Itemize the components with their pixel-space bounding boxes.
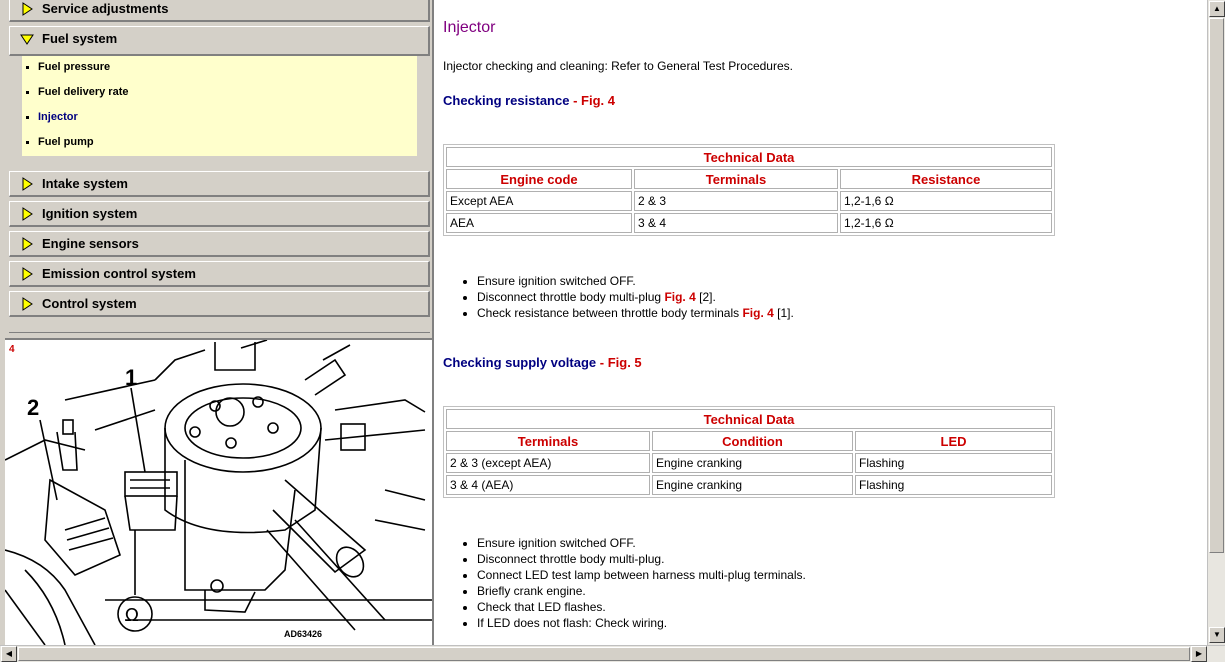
figure-link[interactable]: Fig. 5 bbox=[607, 355, 642, 370]
heading-dash: - bbox=[569, 93, 582, 108]
table-cell: 1,2-1,6 Ω bbox=[840, 213, 1052, 233]
menu-label: Service adjustments bbox=[42, 1, 169, 16]
table-cell: 3 & 4 bbox=[634, 213, 838, 233]
submenu-label: Fuel delivery rate bbox=[38, 86, 129, 98]
list-item: • If LED does not flash: Check wiring. bbox=[477, 615, 806, 631]
figure-number: 4 bbox=[9, 344, 15, 355]
technical-data-table-supply-voltage bbox=[443, 406, 1055, 498]
menu-emission-control-system[interactable] bbox=[9, 261, 430, 287]
table-cell: Flashing bbox=[855, 475, 1052, 495]
figure-link[interactable]: Fig. 4 bbox=[742, 306, 774, 320]
column-header: LED bbox=[855, 431, 1052, 451]
throttle-body-diagram bbox=[5, 340, 432, 645]
callout-1: 1 bbox=[125, 365, 138, 390]
vertical-scrollbar[interactable] bbox=[1207, 0, 1225, 645]
menu-label: Emission control system bbox=[42, 266, 196, 281]
bullet-icon bbox=[26, 141, 29, 144]
ohmmeter-icon: Ω bbox=[125, 605, 139, 626]
steps-list-supply-voltage bbox=[461, 535, 806, 631]
menu-ignition-system[interactable] bbox=[9, 201, 430, 227]
list-item: • Ensure ignition switched OFF. bbox=[477, 535, 806, 551]
arrow-right-icon bbox=[20, 2, 34, 16]
table-cell: 2 & 3 (except AEA) bbox=[446, 453, 650, 473]
table-row bbox=[446, 191, 1052, 211]
bullet-icon bbox=[26, 91, 29, 94]
pane-divider[interactable] bbox=[9, 320, 430, 333]
menu-label: Intake system bbox=[42, 176, 128, 191]
table-row bbox=[446, 213, 1052, 233]
list-item bbox=[477, 305, 794, 321]
section-heading-resistance bbox=[443, 93, 615, 108]
left-pane bbox=[0, 0, 432, 661]
figure-link[interactable]: Fig. 4 bbox=[581, 93, 615, 108]
column-header: Terminals bbox=[634, 169, 838, 189]
column-header: Condition bbox=[652, 431, 853, 451]
table-cell: Engine cranking bbox=[652, 453, 853, 473]
submenu-label: Fuel pump bbox=[38, 136, 94, 148]
heading-text: Checking supply voltage bbox=[443, 355, 597, 370]
column-header: Terminals bbox=[446, 431, 650, 451]
step-text: Disconnect throttle body multi-plug bbox=[477, 290, 665, 304]
menu-label: Ignition system bbox=[42, 206, 138, 221]
vertical-scroll-thumb[interactable] bbox=[1209, 18, 1224, 553]
step-text: Ensure ignition switched OFF. bbox=[477, 274, 636, 288]
table-cell: 3 & 4 (AEA) bbox=[446, 475, 650, 495]
list-item bbox=[477, 289, 794, 305]
table-row bbox=[446, 453, 1052, 473]
list-item: • Connect LED test lamp between harness multi-plug terminals. bbox=[477, 567, 806, 583]
menu-fuel-system[interactable] bbox=[9, 26, 430, 56]
scroll-up-icon[interactable]: ▲ bbox=[1209, 1, 1225, 17]
bullet-icon bbox=[26, 116, 29, 119]
table-cell: AEA bbox=[446, 213, 632, 233]
arrow-right-icon bbox=[20, 297, 34, 311]
menu-intake-system[interactable] bbox=[9, 171, 430, 197]
menu-label: Control system bbox=[42, 296, 137, 311]
arrow-right-icon bbox=[20, 207, 34, 221]
steps-list-resistance bbox=[461, 273, 794, 321]
list-item: • Disconnect throttle body multi-plug. bbox=[477, 551, 806, 567]
bullet-icon bbox=[26, 66, 29, 69]
scroll-right-icon[interactable]: ▶ bbox=[1191, 646, 1207, 662]
table-cell: Flashing bbox=[855, 453, 1052, 473]
list-item: • Briefly crank engine. bbox=[477, 583, 806, 599]
menu-label: Fuel system bbox=[42, 31, 118, 46]
arrow-down-icon bbox=[20, 32, 34, 46]
arrow-right-icon bbox=[20, 267, 34, 281]
submenu-label: Fuel pressure bbox=[38, 61, 111, 73]
content-pane bbox=[434, 0, 1207, 645]
callout-2: 2 bbox=[27, 395, 40, 420]
scroll-down-icon[interactable]: ▼ bbox=[1209, 627, 1225, 643]
step-text: [2]. bbox=[695, 290, 716, 304]
page-title: Injector bbox=[443, 19, 496, 36]
table-cell: 2 & 3 bbox=[634, 191, 838, 211]
horizontal-scroll-thumb[interactable] bbox=[18, 647, 1190, 661]
menu-service-adjustments[interactable] bbox=[9, 0, 430, 22]
fuel-submenu bbox=[22, 56, 417, 156]
step-text: [1]. bbox=[773, 306, 794, 320]
column-header: Resistance bbox=[840, 169, 1052, 189]
menu-control-system[interactable] bbox=[9, 291, 430, 317]
figure-4-throttle-body bbox=[5, 338, 432, 645]
heading-text: Checking resistance bbox=[443, 93, 570, 108]
list-item bbox=[477, 273, 794, 289]
step-text: Check resistance between throttle body terminals bbox=[477, 306, 743, 320]
table-caption: Technical Data bbox=[446, 147, 1052, 167]
arrow-right-icon bbox=[20, 237, 34, 251]
scroll-left-icon[interactable]: ◀ bbox=[1, 646, 17, 662]
table-cell: Except AEA bbox=[446, 191, 632, 211]
arrow-right-icon bbox=[20, 177, 34, 191]
figure-code: AD63426 bbox=[284, 629, 323, 639]
table-caption: Technical Data bbox=[446, 409, 1052, 429]
heading-dash: - bbox=[596, 355, 608, 370]
table-row bbox=[446, 475, 1052, 495]
table-cell: Engine cranking bbox=[652, 475, 853, 495]
list-item: • Check that LED flashes. bbox=[477, 599, 806, 615]
horizontal-scrollbar[interactable] bbox=[0, 645, 1225, 662]
menu-label: Engine sensors bbox=[42, 236, 139, 251]
intro-text: Injector checking and cleaning: Refer to General Test Procedures. bbox=[443, 59, 793, 73]
section-heading-supply-voltage bbox=[443, 355, 642, 370]
submenu-label: Injector bbox=[38, 111, 78, 123]
menu-engine-sensors[interactable] bbox=[9, 231, 430, 257]
figure-link[interactable]: Fig. 4 bbox=[664, 290, 696, 304]
table-cell: 1,2-1,6 Ω bbox=[840, 191, 1052, 211]
column-header: Engine code bbox=[446, 169, 632, 189]
technical-data-table-resistance bbox=[443, 144, 1055, 236]
